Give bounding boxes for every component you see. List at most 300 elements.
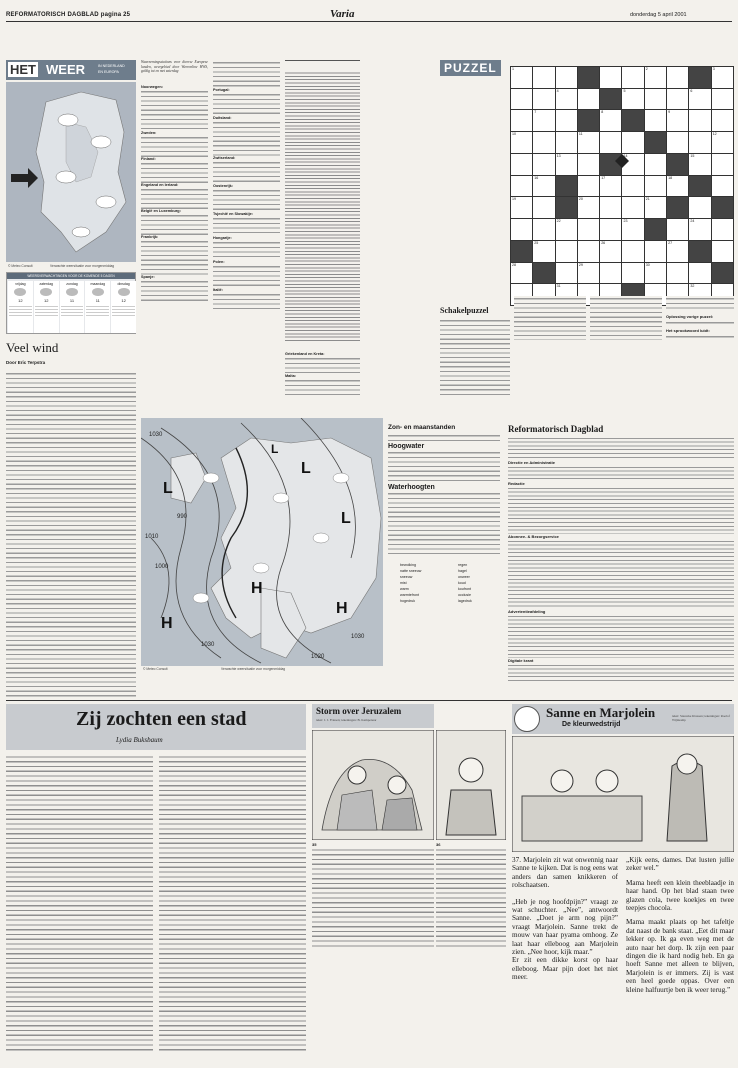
legend-item: lagedruk bbox=[458, 599, 472, 603]
puzzle-cell[interactable] bbox=[712, 176, 733, 197]
weather-logo-het: HET bbox=[10, 62, 36, 77]
section-title: Varia bbox=[330, 8, 355, 20]
puzzle-cell[interactable] bbox=[622, 132, 643, 153]
puzzle-cell[interactable] bbox=[667, 197, 688, 218]
puzzle-cell[interactable] bbox=[712, 263, 733, 284]
legend-item: sneeuw bbox=[400, 575, 413, 579]
puzzle-cell[interactable] bbox=[712, 110, 733, 131]
waterhoogten-title: Waterhoogten bbox=[388, 484, 435, 491]
puzzle-cell[interactable] bbox=[689, 110, 710, 131]
country-heading: Engeland en Ierland: bbox=[141, 183, 179, 187]
page-header bbox=[0, 0, 738, 22]
country-heading: Oostenrijk: bbox=[213, 184, 234, 188]
sun-cloud-icon bbox=[118, 288, 130, 296]
tide-title: Zon- en maanstanden bbox=[388, 424, 456, 431]
comic-panel-image bbox=[436, 730, 506, 840]
country-text bbox=[141, 161, 208, 183]
comic-header bbox=[512, 704, 734, 734]
puzzle-cell[interactable] bbox=[578, 110, 599, 131]
puzzle-cell-number: 32 bbox=[690, 284, 695, 289]
puzzle-cell[interactable] bbox=[667, 219, 688, 240]
puzzle-cell[interactable] bbox=[600, 219, 621, 240]
griekenland-text bbox=[285, 352, 360, 412]
country-heading: Portugal: bbox=[213, 88, 230, 92]
puzzle-cell[interactable] bbox=[511, 241, 532, 262]
comic-credit: tekst: J. J. Friesen; tekeningen: B. Kempenaar bbox=[316, 718, 377, 722]
puzzle-cell[interactable] bbox=[622, 263, 643, 284]
puzzle-cell-number: 22 bbox=[556, 219, 561, 224]
comic-panel-number: 36 bbox=[436, 842, 441, 847]
puzzle-cell-number: 17 bbox=[601, 175, 606, 180]
country-heading: Noorwegen: bbox=[141, 85, 163, 89]
puzzle-cell[interactable] bbox=[712, 154, 733, 175]
puzzle-cell-number: 1 bbox=[512, 67, 514, 71]
comic-paragraph: Er zit een dikke korst op haar elleboog. Maar pijn doet het niet meer. bbox=[512, 956, 618, 982]
puzzle-cell[interactable] bbox=[533, 197, 554, 218]
forecast-temp: 11 bbox=[95, 298, 100, 303]
forecast-temp: 12 bbox=[18, 298, 23, 303]
puzzle-cell[interactable] bbox=[600, 110, 621, 131]
puzzle-cell-number: 18 bbox=[668, 175, 673, 180]
five-day-forecast bbox=[6, 272, 136, 334]
puzzle-cell[interactable] bbox=[622, 67, 643, 88]
rain-cloud-icon bbox=[66, 288, 78, 296]
puzzle-cell[interactable] bbox=[689, 67, 710, 88]
country-heading: Zwitserland: bbox=[213, 156, 236, 160]
header-rule bbox=[6, 21, 732, 22]
puzzle-cell[interactable] bbox=[533, 67, 554, 88]
nl-map-credit: © Meteo Consult bbox=[8, 264, 33, 268]
puzzle-cell[interactable] bbox=[667, 89, 688, 110]
legend-item: natte sneeuw bbox=[400, 569, 422, 573]
country-text bbox=[213, 216, 280, 236]
puzzle-cell-number: 4 bbox=[556, 88, 559, 93]
forecast-temp: 12 bbox=[43, 298, 49, 303]
colofon-text bbox=[508, 465, 734, 481]
puzzle-cell[interactable] bbox=[578, 241, 599, 262]
puzzle-cell-number: 23 bbox=[623, 219, 628, 224]
country-text bbox=[213, 264, 280, 288]
puzzle-cell[interactable] bbox=[689, 219, 710, 240]
puzzle-cell[interactable] bbox=[578, 197, 599, 218]
puzzle-cell[interactable] bbox=[556, 241, 577, 262]
puzzle-cell-number: 27 bbox=[668, 240, 673, 245]
hoogwater-text bbox=[388, 450, 500, 482]
comic-storm-panel-2 bbox=[436, 704, 506, 1064]
puzzle-cell[interactable] bbox=[600, 176, 621, 197]
europe-map-caption: Verwachte weersituatie voor morgenmiddag bbox=[221, 667, 286, 671]
puzzle-cell[interactable] bbox=[600, 197, 621, 218]
puzzle-cell[interactable] bbox=[578, 132, 599, 153]
puzzle-cell[interactable] bbox=[511, 154, 532, 175]
puzzle-cell[interactable] bbox=[600, 241, 621, 262]
puzzle-cell[interactable] bbox=[556, 89, 577, 110]
european-weather-text bbox=[141, 60, 208, 350]
puzzle-cell[interactable] bbox=[667, 176, 688, 197]
puzzle-grid bbox=[510, 66, 734, 306]
comic-paragraph: Mama maakt plaats op het tafeltje dat naast de bank staat. „Eet dit maar lekker op. Ik ga even weg met de auto naar het dorp. Ik zijn een paar dingen die ik hard nodig heb. En ga hoeft Sanne met alleen te blijven, Marjolein is er immers. Zij is vast een heel goede oppas. Over een kleine halfuurtje ben ik weer terug.” bbox=[626, 918, 734, 994]
puzzle-name: Schakelpuzzel bbox=[440, 306, 489, 315]
country-heading: Frankrijk: bbox=[141, 235, 159, 239]
puzzle-cell[interactable] bbox=[667, 67, 688, 88]
colofon-text bbox=[508, 539, 734, 609]
comic-title: Sanne en Marjolein bbox=[546, 705, 656, 720]
puzzle-cell[interactable] bbox=[556, 67, 577, 88]
country-text bbox=[213, 160, 280, 184]
puzzle-cell[interactable] bbox=[600, 89, 621, 110]
legend-item: hagel bbox=[458, 569, 467, 573]
puzzle-cell[interactable] bbox=[667, 132, 688, 153]
weather-logo-sub2: EN EUROPA bbox=[98, 70, 119, 74]
puzzle-cell[interactable] bbox=[556, 219, 577, 240]
puzzle-cell[interactable] bbox=[645, 176, 666, 197]
puzzle-cell[interactable] bbox=[645, 67, 666, 88]
colofon-text bbox=[508, 663, 734, 683]
country-heading: Malta: bbox=[285, 374, 296, 378]
forecast-title: WEERSVERWACHTINGEN VOOR DE KOMENDE 5 DAGEN bbox=[7, 273, 135, 279]
forecast-row bbox=[8, 281, 136, 333]
comic-panel-number: 35 bbox=[312, 842, 317, 847]
puzzle-cell[interactable] bbox=[689, 154, 710, 175]
puzzle-cell[interactable] bbox=[689, 241, 710, 262]
puzzle-clues-1 bbox=[440, 318, 510, 398]
legend-item: occlusie bbox=[458, 593, 471, 597]
isobar-label: 1030 bbox=[201, 642, 215, 648]
forecast-day-label: maandag bbox=[90, 282, 106, 286]
europe-map-graphic bbox=[141, 418, 383, 666]
puzzle-cell[interactable] bbox=[578, 89, 599, 110]
colofon-title: Reformatorisch Dagblad bbox=[508, 424, 604, 434]
newspaper-page-label: REFORMATORISCH DAGBLAD pagina 25 bbox=[6, 12, 131, 18]
puzzle-cell-number: 11 bbox=[578, 132, 583, 137]
puzzle-cell[interactable] bbox=[511, 89, 532, 110]
puzzle-cell[interactable] bbox=[622, 219, 643, 240]
puzzle-cell[interactable] bbox=[645, 263, 666, 284]
puzzle-cell[interactable] bbox=[622, 197, 643, 218]
puzzle-cell[interactable] bbox=[578, 67, 599, 88]
europe-weather-map bbox=[141, 418, 383, 676]
puzzle-cell[interactable] bbox=[622, 110, 643, 131]
puzzle-cell[interactable] bbox=[533, 219, 554, 240]
country-text bbox=[213, 292, 280, 312]
temperature-table bbox=[285, 60, 360, 350]
puzzle-cell-number: 24 bbox=[690, 219, 695, 224]
pressure-low-label: L bbox=[301, 460, 311, 477]
country-heading: Duitsland: bbox=[213, 116, 232, 120]
country-heading: Hongarije: bbox=[213, 236, 232, 240]
country-text bbox=[141, 239, 208, 275]
puzzle-cell-number: 16 bbox=[534, 175, 539, 180]
puzzle-cell[interactable] bbox=[712, 89, 733, 110]
puzzle-cell[interactable] bbox=[556, 263, 577, 284]
puzzle-cell[interactable] bbox=[511, 67, 532, 88]
puzzle-cell[interactable] bbox=[533, 176, 554, 197]
legend-item: regen bbox=[458, 563, 468, 567]
puzzle-cell[interactable] bbox=[667, 263, 688, 284]
puzzle-cell-number: 8 bbox=[601, 110, 604, 115]
puzzle-cell[interactable] bbox=[689, 176, 710, 197]
forecast-day-label: vrijdag bbox=[15, 282, 26, 286]
puzzle-solution-text bbox=[666, 320, 734, 326]
country-heading: Polen: bbox=[213, 260, 225, 264]
puzzle-cell[interactable] bbox=[556, 154, 577, 175]
comic-header bbox=[312, 704, 434, 728]
weather-block bbox=[6, 60, 136, 272]
nl-map-caption: Verwachte weersituatie voor morgenmiddag bbox=[50, 264, 115, 268]
puzzle-solution-label: Oplossing vorige puzzel: bbox=[666, 314, 714, 319]
puzzle-cell[interactable] bbox=[511, 219, 532, 240]
puzzle-cell[interactable] bbox=[667, 241, 688, 262]
puzzle-cell[interactable] bbox=[533, 132, 554, 153]
puzzle-cell-number: 21 bbox=[645, 197, 650, 202]
colofon-text bbox=[508, 436, 734, 460]
puzzle-cell-number: 31 bbox=[556, 284, 561, 289]
puzzle-cell[interactable] bbox=[712, 219, 733, 240]
puzzle-prize-label: Het sprookwoord luidt: bbox=[666, 328, 710, 333]
country-heading: Zweden: bbox=[141, 131, 157, 135]
isobar-label: 1030 bbox=[351, 634, 365, 640]
weather-logo-sub1: IN NEDERLAND bbox=[98, 64, 125, 68]
puzzle-cell[interactable] bbox=[645, 241, 666, 262]
pressure-low-label: L bbox=[271, 442, 279, 456]
country-text bbox=[285, 356, 360, 374]
story-body bbox=[6, 754, 306, 1054]
comic-text bbox=[436, 847, 506, 947]
europe-map-credit: © Meteo Consult bbox=[143, 667, 168, 671]
comic-panel-image bbox=[312, 730, 434, 840]
comic-panel-image bbox=[512, 736, 734, 852]
legend-item: koufront bbox=[458, 587, 471, 591]
puzzle-clues-3 bbox=[590, 296, 662, 340]
article-body bbox=[6, 371, 136, 701]
pressure-high-label: H bbox=[251, 580, 263, 597]
puzzle-cell[interactable] bbox=[712, 197, 733, 218]
netherlands-weather-map bbox=[6, 82, 136, 262]
comic-text-col-1 bbox=[512, 856, 618, 1056]
puzzle-cell[interactable] bbox=[645, 197, 666, 218]
isobar-label: 1010 bbox=[145, 534, 159, 540]
puzzle-cell[interactable] bbox=[511, 176, 532, 197]
puzzle-cell[interactable] bbox=[689, 197, 710, 218]
weather-logo bbox=[6, 60, 136, 80]
colofon-heading: Advertentieafdeling bbox=[508, 609, 546, 614]
puzzle-cell-number: 13 bbox=[556, 153, 561, 158]
pressure-low-label: L bbox=[341, 510, 351, 527]
country-text bbox=[213, 92, 280, 116]
story-title: Zij zochten een stad bbox=[76, 708, 247, 730]
cloud-icon bbox=[92, 288, 104, 296]
legend-item: onweer bbox=[458, 575, 470, 579]
legend-item: hogedruk bbox=[400, 599, 415, 603]
country-text bbox=[141, 187, 208, 209]
puzzle-cell-number: 12 bbox=[712, 132, 717, 137]
puzzle-cell[interactable] bbox=[712, 241, 733, 262]
puzzle-clues-2 bbox=[514, 296, 586, 340]
puzzle-cell-number: 25 bbox=[534, 240, 539, 245]
puzzle-cell[interactable] bbox=[533, 263, 554, 284]
article-title: Veel wind bbox=[6, 340, 59, 355]
weather-legend bbox=[388, 563, 500, 603]
puzzle-cell[interactable] bbox=[511, 110, 532, 131]
country-text bbox=[213, 240, 280, 260]
puzzle-cell[interactable] bbox=[622, 89, 643, 110]
comic-text bbox=[312, 847, 434, 947]
puzzle-cell[interactable] bbox=[533, 241, 554, 262]
cloud-icon bbox=[40, 288, 52, 296]
puzzle-cell[interactable] bbox=[556, 110, 577, 131]
legend-item: bewolking bbox=[400, 563, 416, 567]
weather-article bbox=[6, 340, 136, 700]
puzzle-cell-number: 20 bbox=[578, 197, 583, 202]
puzzle-cell[interactable] bbox=[533, 154, 554, 175]
tide-block bbox=[388, 424, 500, 682]
puzzle-cell[interactable] bbox=[556, 132, 577, 153]
puzzle-cell-number: 2 bbox=[645, 67, 648, 71]
forecast-day bbox=[85, 281, 110, 333]
comic-sanne-en-marjolein bbox=[512, 704, 734, 1064]
puzzle-cell[interactable] bbox=[533, 110, 554, 131]
puzzle-cell-number: 15 bbox=[690, 153, 695, 158]
comic-paragraph: Mama heeft een klein theeblaadje in haar hand. Op het blad staan twee glazen cola, twee koekjes en twee teepjes chocola. bbox=[626, 878, 734, 913]
forecast-day-label: zondag bbox=[66, 282, 78, 286]
country-heading: Tsjechië en Slowakije: bbox=[213, 212, 254, 216]
puzzle-cell[interactable] bbox=[511, 197, 532, 218]
puzzle-cell[interactable] bbox=[645, 89, 666, 110]
puzzle-block bbox=[440, 60, 734, 400]
isobar-label: 1000 bbox=[155, 564, 169, 570]
comic-credit: tekst: Sieuwke Klaasen; tekeningen: Roelof Wijnkamp bbox=[672, 714, 730, 723]
isobar-label: 1020 bbox=[311, 654, 325, 660]
puzzle-cell-number: 5 bbox=[623, 88, 626, 93]
puzzle-cell[interactable] bbox=[556, 197, 577, 218]
forecast-day bbox=[34, 281, 59, 333]
country-heading: België en Luxemburg: bbox=[141, 209, 181, 213]
puzzle-cell[interactable] bbox=[667, 154, 688, 175]
puzzle-cell[interactable] bbox=[578, 176, 599, 197]
country-text bbox=[285, 378, 360, 396]
weather-logo-weer: WEER bbox=[46, 62, 85, 77]
forecast-day-label: zaterdag bbox=[39, 282, 53, 286]
weather-intro: Waarnemingsstations voor diverse Europese landen, weergebied door Weeronline HWS, geldig tot en met zaterdag bbox=[141, 60, 208, 74]
hoogwater-title: Hoogwater bbox=[388, 443, 425, 450]
colofon-block bbox=[508, 424, 734, 682]
story-header bbox=[6, 704, 306, 750]
puzzle-cell-number: 30 bbox=[645, 262, 650, 267]
article-author: Door Eric Terpstra bbox=[6, 360, 46, 365]
sanne-logo-icon bbox=[514, 706, 540, 732]
colofon-heading: Digitale krant bbox=[508, 658, 534, 663]
puzzle-cell[interactable] bbox=[689, 263, 710, 284]
pressure-low-label: L bbox=[163, 480, 173, 497]
european-weather-text-2 bbox=[213, 60, 280, 350]
page-date: donderdag 5 april 2001 bbox=[630, 12, 687, 18]
legend-item: koud bbox=[458, 581, 466, 585]
country-text bbox=[141, 89, 208, 131]
pressure-high-label: H bbox=[161, 615, 173, 632]
puzzle-cell[interactable] bbox=[556, 176, 577, 197]
puzzle-center-diamond-icon bbox=[615, 154, 629, 168]
comic-title: Storm over Jeruzalem bbox=[316, 706, 402, 716]
country-text bbox=[141, 279, 208, 303]
comic-paragraph: „Kijk eens, dames. Dat lusten jullie zeker wel.” bbox=[626, 856, 734, 873]
isobar-label: 990 bbox=[177, 514, 188, 520]
tide-intro bbox=[388, 433, 500, 441]
puzzle-logo: PUZZEL bbox=[440, 60, 501, 76]
puzzle-cell[interactable] bbox=[622, 241, 643, 262]
colofon-text bbox=[508, 614, 734, 658]
puzzle-cell[interactable] bbox=[578, 219, 599, 240]
puzzle-cell[interactable] bbox=[667, 110, 688, 131]
colofon-text bbox=[508, 486, 734, 534]
sun-cloud-icon bbox=[14, 288, 26, 296]
forecast-day bbox=[111, 281, 136, 333]
puzzle-cell[interactable] bbox=[533, 89, 554, 110]
forecast-day bbox=[8, 281, 33, 333]
puzzle-cell[interactable] bbox=[689, 89, 710, 110]
puzzle-cell[interactable] bbox=[600, 263, 621, 284]
puzzle-cell[interactable] bbox=[578, 154, 599, 175]
puzzle-cell[interactable] bbox=[578, 263, 599, 284]
waterhoogten-text bbox=[388, 491, 500, 555]
puzzle-prize-text bbox=[666, 334, 734, 340]
puzzle-cell-number: 28 bbox=[512, 262, 516, 267]
country-heading: Spanje: bbox=[141, 275, 155, 279]
puzzle-cell[interactable] bbox=[645, 110, 666, 131]
colofon-heading: Redactie bbox=[508, 481, 525, 486]
puzzle-cell[interactable] bbox=[712, 67, 733, 88]
puzzle-cell[interactable] bbox=[511, 263, 532, 284]
puzzle-cell[interactable] bbox=[600, 67, 621, 88]
country-text bbox=[213, 120, 280, 156]
puzzle-cell-number: 14 bbox=[623, 153, 628, 158]
table-rows bbox=[285, 71, 360, 341]
puzzle-cell[interactable] bbox=[511, 132, 532, 153]
puzzle-cell-number: 19 bbox=[512, 197, 516, 202]
puzzle-cell-number: 6 bbox=[690, 88, 693, 93]
puzzle-cell-number: 29 bbox=[578, 262, 583, 267]
puzzle-cell-number: 10 bbox=[512, 132, 516, 137]
puzzle-cell[interactable] bbox=[689, 132, 710, 153]
story-author: Lydia Buksbaum bbox=[116, 736, 163, 744]
puzzle-cell[interactable] bbox=[712, 132, 733, 153]
comic-text-col-2 bbox=[626, 856, 734, 1056]
comic-paragraph: Marjolein zit wat onwennig naar Sanne te kijken. Dat is nog eens wat anders dan samen knikkeren of rolschaatsen. bbox=[512, 856, 618, 890]
country-heading: Griekenland en Kreta: bbox=[285, 352, 325, 356]
pressure-high-label: H bbox=[336, 600, 348, 617]
puzzle-cell[interactable] bbox=[600, 132, 621, 153]
puzzle-cell[interactable] bbox=[645, 219, 666, 240]
puzzle-cell-number: 3 bbox=[712, 67, 715, 71]
country-heading: Italië: bbox=[213, 288, 223, 292]
comic-subtitle: De kleurwedstrijd bbox=[562, 721, 621, 728]
puzzle-cell[interactable] bbox=[645, 154, 666, 175]
forecast-temp: 11 bbox=[69, 298, 75, 303]
country-text bbox=[213, 60, 280, 88]
legend-item: warm bbox=[400, 587, 409, 591]
comic-panel-number: 37. bbox=[512, 856, 521, 864]
colofon-heading: Directie en Administratie bbox=[508, 460, 555, 465]
forecast-day-label: dinsdag bbox=[117, 282, 130, 286]
country-text bbox=[141, 213, 208, 235]
isobar-label: 1030 bbox=[149, 432, 163, 438]
country-text bbox=[141, 135, 208, 157]
legend-item: mist bbox=[400, 581, 407, 585]
puzzle-clues-4 bbox=[666, 296, 734, 310]
puzzle-cell[interactable] bbox=[645, 132, 666, 153]
comic-storm-over-jeruzalem bbox=[312, 704, 434, 1064]
colofon-heading: Abonnee- & Bezorgservice bbox=[508, 534, 559, 539]
puzzle-cell[interactable] bbox=[622, 176, 643, 197]
